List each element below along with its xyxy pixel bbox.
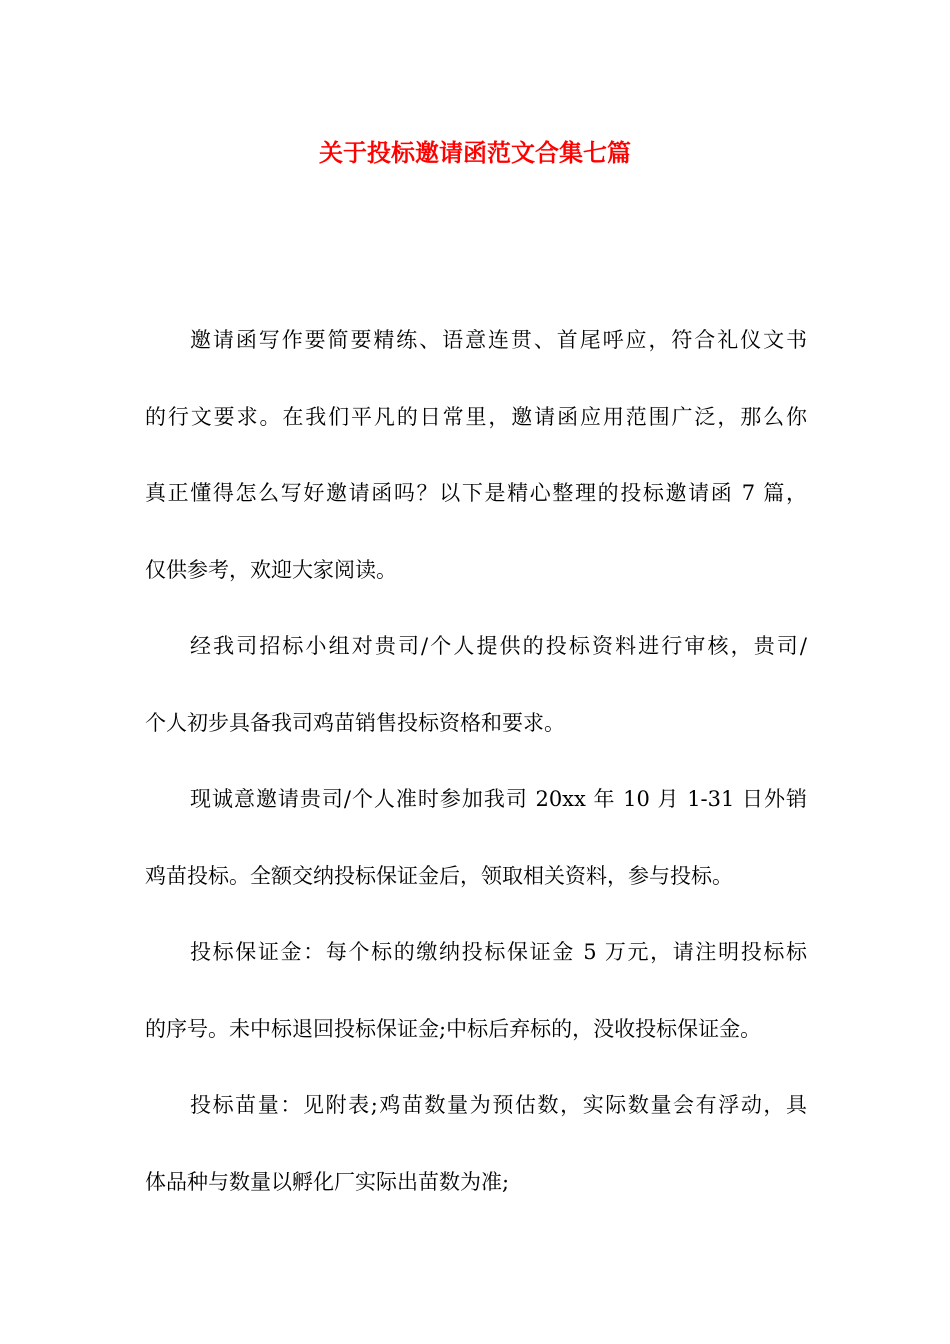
paragraph-quantity bbox=[145, 1083, 807, 1236]
paragraph-line: 邀请函写作要简要精练、语意连贯、首尾呼应，符合礼仪文书 bbox=[190, 328, 807, 352]
paragraph-deposit bbox=[145, 930, 807, 1083]
paragraph-line: 的行文要求。在我们平凡的日常里，邀请函应用范围广泛，那么你 bbox=[145, 404, 807, 429]
paragraph-line: 投标保证金：每个标的缴纳投标保证金 5 万元，请注明投标标 bbox=[190, 940, 807, 964]
paragraph-line: 投标苗量：见附表;鸡苗数量为预估数，实际数量会有浮动，具 bbox=[190, 1093, 807, 1117]
paragraph-invitation bbox=[145, 777, 807, 930]
paragraph-intro bbox=[145, 318, 807, 624]
paragraph-line: 体品种与数量以孵化厂实际出苗数为准; bbox=[145, 1169, 510, 1194]
paragraph-line: 真正懂得怎么写好邀请函吗？以下是精心整理的投标邀请函 7 篇， bbox=[145, 481, 807, 505]
paragraph-review bbox=[145, 624, 807, 777]
document-title: 关于投标邀请函范文合集七篇 bbox=[319, 138, 631, 167]
paragraph-line: 个人初步具备我司鸡苗销售投标资格和要求。 bbox=[145, 710, 565, 735]
paragraph-line: 现诚意邀请贵司/个人准时参加我司 20xx 年 10 月 1-31 日外销 bbox=[190, 787, 807, 811]
paragraph-line: 鸡苗投标。全额交纳投标保证金后，领取相关资料，参与投标。 bbox=[145, 863, 733, 888]
paragraph-line: 经我司招标小组对贵司/个人提供的投标资料进行审核，贵司/ bbox=[190, 634, 807, 658]
document-body bbox=[145, 318, 807, 1236]
paragraph-line: 的序号。未中标退回投标保证金;中标后弃标的，没收投标保证金。 bbox=[145, 1016, 762, 1041]
paragraph-line: 仅供参考，欢迎大家阅读。 bbox=[145, 557, 397, 582]
